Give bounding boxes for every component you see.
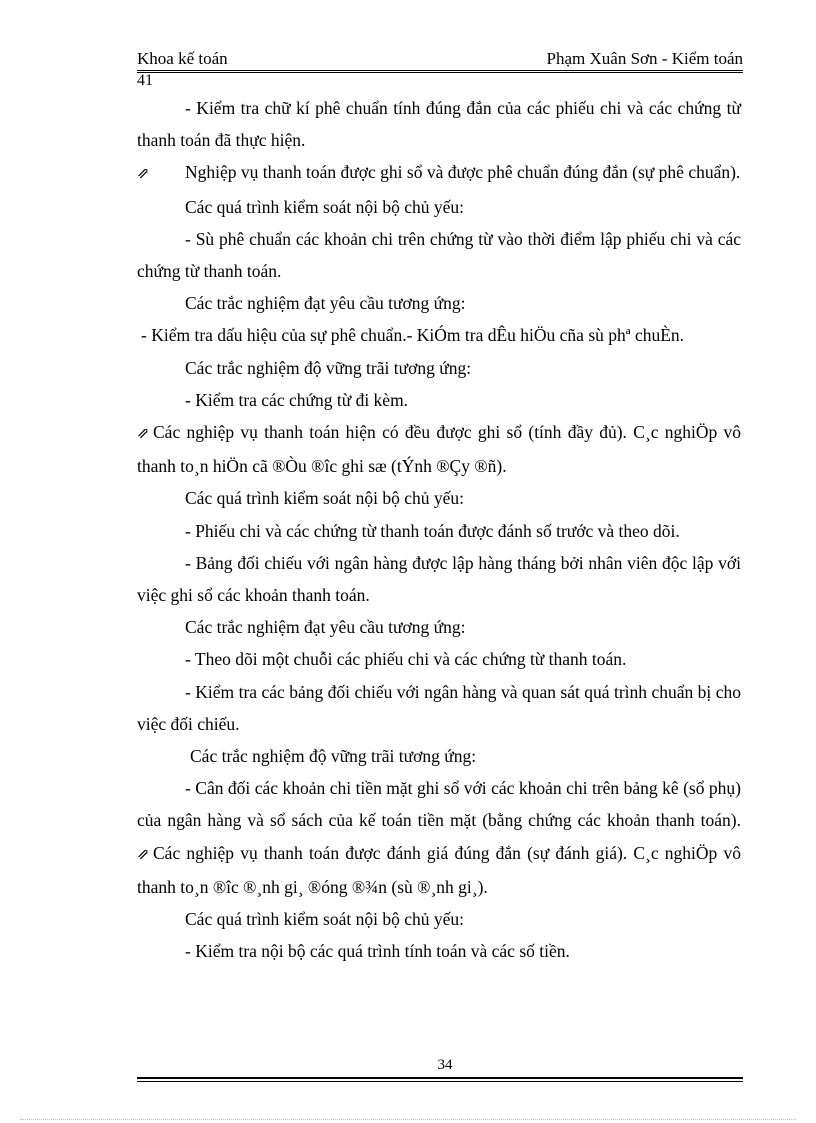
paragraph-arrow xyxy=(137,416,741,482)
paragraph-text: Các nghiệp vụ thanh toán được đánh giá đúng đắn (sự đánh giá). C¸c nghiÖp vô thanh to¸n ®îc ®¸nh gi¸ ®óng ®¾n (sù ®¸nh gi¸). xyxy=(137,842,741,897)
paragraph: - Phiếu chi và các chứng từ thanh toán được đánh số trước và theo dõi. xyxy=(185,520,680,541)
paragraph: Các trắc nghiệm đạt yêu cầu tương ứng: xyxy=(185,617,466,638)
paragraph: Các quá trình kiểm soát nội bộ chủ yếu: xyxy=(185,488,464,509)
page-number: 34 xyxy=(437,1057,453,1073)
paragraph: Các trắc nghiệm độ vững trãi tương ứng: xyxy=(185,357,472,378)
header-rule xyxy=(137,70,743,71)
header-rule-second xyxy=(137,72,743,73)
footer-rule-second xyxy=(137,1081,743,1082)
paragraph: - Kiểm tra các chứng từ đi kèm. xyxy=(185,389,409,410)
paragraph: Các trắc nghiệm độ vững trãi tương ứng: xyxy=(190,746,477,767)
header-faculty: Khoa kế toán xyxy=(137,49,228,68)
paragraph-arrow xyxy=(137,156,741,190)
paragraph: - Theo dõi một chuỗi các phiếu chi và các chứng từ thanh toán. xyxy=(185,649,627,670)
paragraph: - Cân đối các khoản chi tiền mặt ghi sổ với các khoản chi trên bảng kê (sổ phụ) của ngân hàng và sổ sách của kế toán tiền mặt (bằng chứng các khoản thanh toán). xyxy=(137,778,741,831)
paragraph: Các trắc nghiệm đạt yêu cầu tương ứng: xyxy=(185,293,466,314)
paragraph-text: Các nghiệp vụ thanh toán hiện có đều được ghi sổ (tính đầy đủ). C¸c nghiÖp vô thanh to¸n hiÖn cã ®Òu ®îc ghi sæ (tÝnh ®Çy ®ñ). xyxy=(137,422,741,477)
arrow-icon: ⇗ xyxy=(137,426,150,443)
paragraph-arrow xyxy=(137,837,741,903)
page-edge-dotted xyxy=(20,1119,796,1120)
paragraph: - Sù phê chuẩn các khoản chi trên chứng từ vào thời điểm lập phiếu chi và các chứng từ thanh toán. xyxy=(137,228,741,282)
paragraph: - Kiểm tra các bảng đối chiếu với ngân hàng và quan sát quá trình chuẩn bị cho việc đối chiếu. xyxy=(137,681,741,734)
paragraph: - Kiểm tra dấu hiệu của sự phê chuẩn.- KiÓm tra dÊu hiÖu cña sù phª chuÈn. xyxy=(141,325,685,346)
arrow-icon: ⇗ xyxy=(137,166,150,183)
header-class-number: 41 xyxy=(137,72,153,89)
document-body xyxy=(137,92,741,967)
paragraph-text: Nghiệp vụ thanh toán được ghi sổ và được phê chuẩn đúng đắn (sự phê chuẩn). xyxy=(185,162,741,183)
footer-rule xyxy=(137,1077,743,1079)
paragraph: - Kiểm tra nội bộ các quá trình tính toán và các số tiền. xyxy=(185,941,570,962)
paragraph: Các quá trình kiểm soát nội bộ chủ yếu: xyxy=(185,909,464,930)
paragraph: Các quá trình kiểm soát nội bộ chủ yếu: xyxy=(185,196,464,217)
paragraph: - Kiểm tra chữ kí phê chuẩn tính đúng đắn của các phiếu chi và các chứng từ thanh toán đã thực hiện. xyxy=(137,98,741,151)
arrow-icon: ⇗ xyxy=(137,846,150,863)
paragraph: - Bảng đối chiếu với ngân hàng được lập hàng tháng bởi nhân viên độc lập với việc ghi sổ các khoản thanh toán. xyxy=(137,552,741,606)
header-author: Phạm Xuân Sơn - Kiểm toán xyxy=(546,49,743,68)
